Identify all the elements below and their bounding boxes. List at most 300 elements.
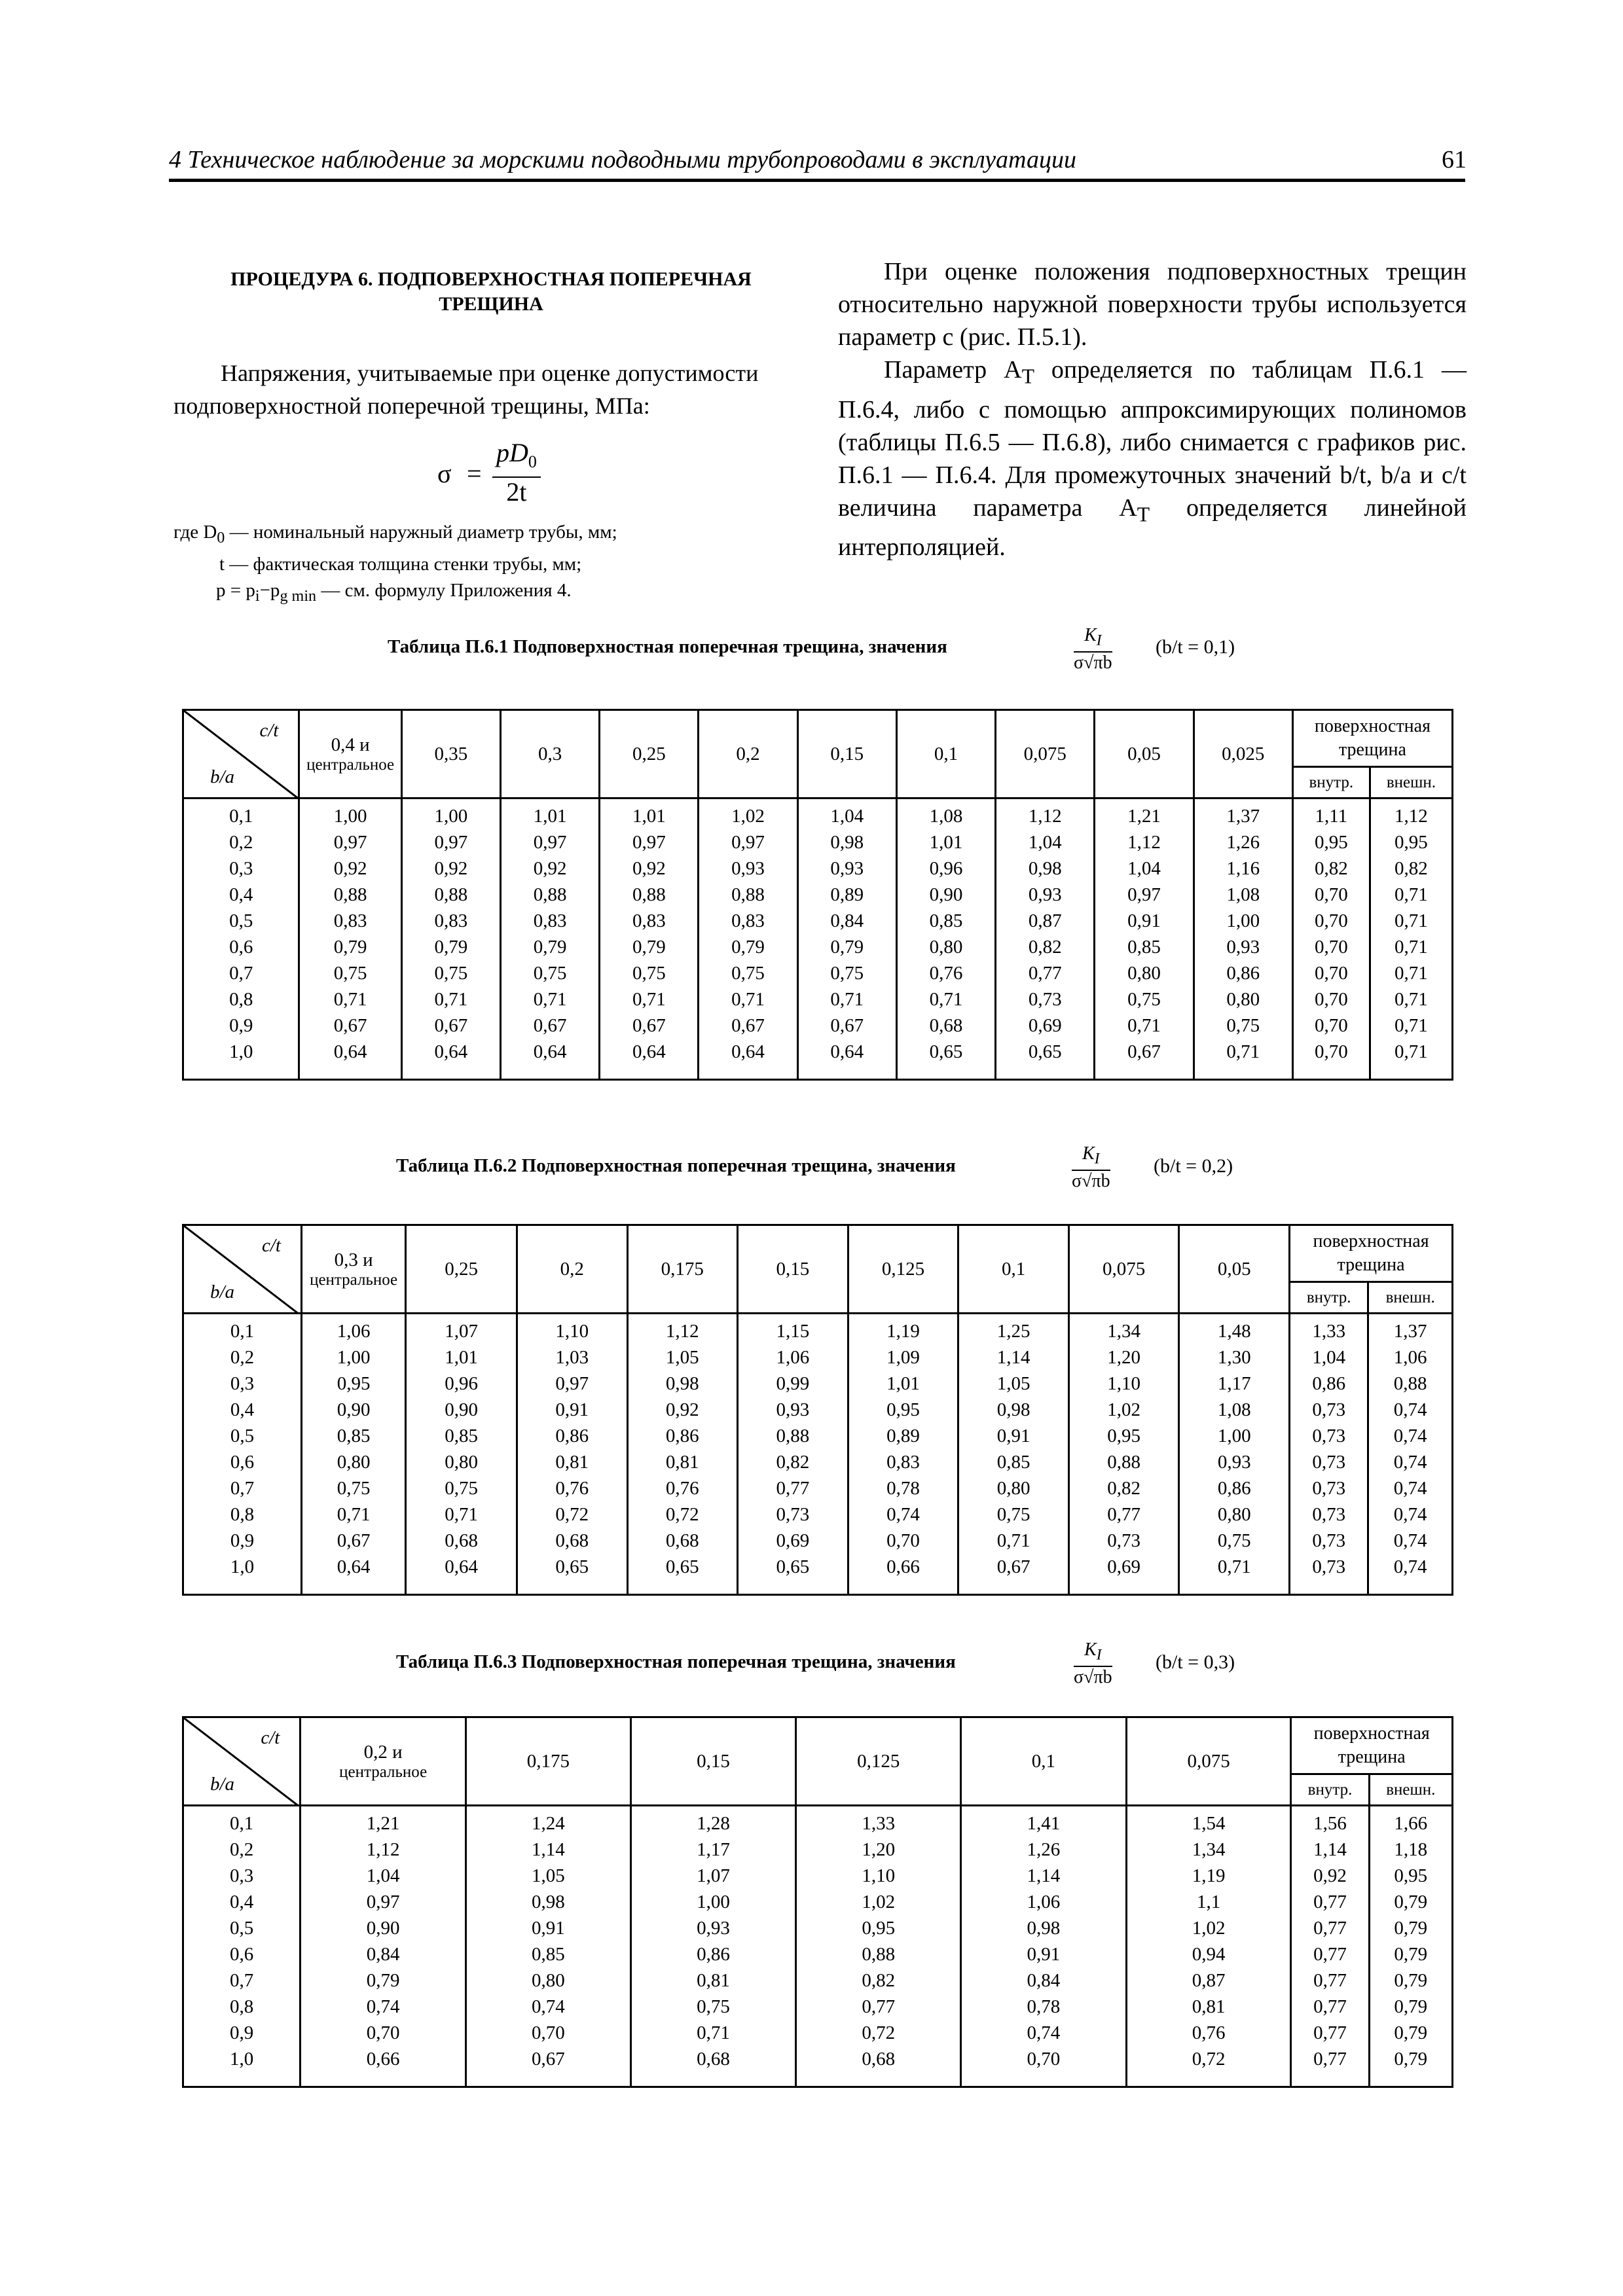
table-cell-value: 0,73: [1028, 989, 1062, 1010]
table-cell-value: 0,69: [776, 1530, 810, 1551]
column-head-inner: внутр.: [1292, 767, 1370, 798]
table-cell-value: 1,1: [1196, 1892, 1221, 1912]
table-cell-value: 0,85: [996, 1452, 1030, 1473]
column-head-inner: внутр.: [1290, 1282, 1368, 1314]
column-head: 0,15: [630, 1717, 796, 1806]
table-cell-value: 0,71: [1395, 989, 1428, 1010]
table-cell-value: 0,87: [1028, 910, 1062, 931]
table-cell-value: 0,70: [1314, 937, 1348, 958]
table-cell-value: 0,92: [665, 1399, 699, 1420]
table-cell-value: 0,77: [1107, 1504, 1141, 1525]
table-cell-value: 1,04: [1127, 858, 1161, 879]
table-cell-value: 0,77: [1313, 2022, 1347, 2043]
table-cell-value: 0,73: [1312, 1426, 1346, 1446]
table-cell-value: 1,34: [1192, 1839, 1226, 1860]
table-cell-value: 0,83: [632, 910, 666, 931]
table-cell-value: 0,78: [886, 1478, 920, 1499]
table-cell-value: 1,12: [366, 1839, 400, 1860]
table-cell-value: 0,93: [731, 858, 765, 879]
table-cell-value: 0,83: [333, 910, 367, 931]
formula-definitions: [173, 519, 617, 609]
table-cell-value: 1,01: [929, 832, 963, 853]
table-cell-value: 0,68: [445, 1530, 478, 1551]
table-cell-value: 0,67: [731, 1015, 765, 1036]
table-cell-value: 0,92: [333, 858, 367, 879]
value-column: [1370, 798, 1452, 1080]
value-column: [1368, 1314, 1453, 1595]
table-cell-value: 0,70: [531, 2022, 565, 2043]
table-cell-value: 1,28: [697, 1813, 730, 1834]
table-cell-value: 1,04: [1312, 1347, 1346, 1368]
column-head: 0,1: [896, 710, 995, 798]
table-cell-value: 0,67: [434, 1015, 468, 1036]
table-cell-value: 0,91: [531, 1918, 565, 1939]
table-cell-value: 0,86: [555, 1426, 589, 1446]
table-cell-value: 0,97: [731, 832, 765, 853]
table-cell-value: 0,77: [1313, 1970, 1347, 1991]
table-cell-value: 0,80: [996, 1478, 1030, 1499]
table-cell-value: 1,12: [1127, 832, 1161, 853]
corner-label-ba: b/a: [210, 1774, 235, 1795]
table-cell-value: 0,97: [533, 832, 567, 853]
table-cell-value: 1,02: [731, 806, 765, 827]
table-cell-value: 1,30: [1217, 1347, 1251, 1368]
table-cell-value: 0,85: [1127, 937, 1161, 958]
table-cell-value: 0,74: [1027, 2022, 1061, 2043]
page-number: 61: [1442, 146, 1467, 173]
corner-label-ct: c/t: [259, 720, 279, 741]
table-cell-value: 0,75: [632, 963, 666, 984]
table-cell-value: 0,64: [632, 1041, 666, 1062]
value-column: [1291, 1806, 1369, 2087]
table-cell-value: 1,00: [337, 1347, 371, 1368]
table2-bt: (b/t = 0,2): [1154, 1155, 1233, 1177]
table-cell-value: 0,71: [697, 2022, 730, 2043]
ba-value: 1,0: [230, 1556, 255, 1577]
table-cell-value: 0,75: [533, 963, 567, 984]
table-cell-value: 0,77: [776, 1478, 810, 1499]
table-cell-value: 0,71: [1395, 1015, 1428, 1036]
definition-d0: где $D_0$ — номинальный наружный диаметр трубы, мм;: [173, 522, 617, 547]
table-cell-value: 1,17: [1217, 1373, 1251, 1394]
table-cell-value: 1,26: [1226, 832, 1260, 853]
table-cell-value: 0,75: [445, 1478, 478, 1499]
table-cell-value: 1,01: [445, 1347, 478, 1368]
table-cell-value: 0,73: [1312, 1452, 1346, 1473]
column-head: 0,125: [796, 1717, 961, 1806]
table-cell-value: 0,79: [333, 937, 367, 958]
table-cell-value: 0,86: [665, 1426, 699, 1446]
table-cell-value: 0,64: [830, 1041, 864, 1062]
table-cell-value: 1,04: [1028, 832, 1062, 853]
procedure-title-line1: ПРОЦЕДУРА 6. ПОДПОВЕРХНОСТНАЯ ПОПЕРЕЧНАЯ: [230, 268, 752, 290]
table-cell-value: 0,71: [1395, 937, 1428, 958]
table-cell-value: 1,01: [533, 806, 567, 827]
table-cell-value: 1,06: [337, 1321, 371, 1342]
table-p6-3: [182, 1716, 1453, 2088]
table-cell-value: 0,95: [1395, 832, 1428, 853]
table-corner-cell: [183, 1717, 301, 1806]
ba-value: 0,9: [230, 1530, 255, 1551]
ba-value: 0,9: [229, 1015, 253, 1036]
diagonal-line: [184, 1718, 299, 1806]
table-body-row: [183, 798, 1453, 1080]
table-cell-value: 1,24: [531, 1813, 565, 1834]
formula-sigma: σ: [437, 459, 452, 488]
table-cell-value: 0,70: [886, 1530, 920, 1551]
table-cell-value: 0,77: [1313, 2049, 1347, 2070]
table-cell-value: 0,72: [665, 1504, 699, 1525]
table-cell-value: 0,75: [1127, 989, 1161, 1010]
value-column: [699, 798, 797, 1080]
diagonal-line: [184, 711, 299, 799]
table-cell-value: 0,83: [434, 910, 468, 931]
table-cell-value: 0,68: [697, 2049, 730, 2070]
table-cell-value: 0,77: [1313, 1996, 1347, 2017]
table-cell-value: 0,92: [1313, 1865, 1347, 1886]
table-cell-value: 0,73: [776, 1504, 810, 1525]
table3-caption: Таблица П.6.3 Подповерхностная поперечная трещина, значения: [396, 1651, 956, 1672]
table-cell-value: 0,71: [830, 989, 864, 1010]
table3-caption-fraction: $\frac{K_I}{\sigma√\pi b}$: [1074, 1640, 1112, 1687]
table-cell-value: 0,91: [555, 1399, 589, 1420]
ba-column: [183, 798, 299, 1080]
table-cell-value: 0,98: [1028, 858, 1062, 879]
ba-value: 0,5: [229, 910, 253, 931]
table-cell-value: 0,88: [333, 884, 367, 905]
table-cell-value: 0,95: [1107, 1426, 1141, 1446]
table-cell-value: 0,92: [632, 858, 666, 879]
table-corner-cell: [183, 710, 299, 798]
table-cell-value: 0,71: [1395, 963, 1428, 984]
value-column: [796, 1806, 961, 2087]
table-cell-value: 1,00: [333, 806, 367, 827]
ba-value: 0,5: [230, 1426, 255, 1446]
value-column: [1068, 1314, 1179, 1595]
value-column: [996, 798, 1095, 1080]
table1-bt: (b/t = 0,1): [1156, 636, 1235, 658]
table-cell-value: 1,02: [1107, 1399, 1141, 1420]
table-cell-value: 1,08: [1217, 1399, 1251, 1420]
table-cell-value: 0,79: [1394, 1970, 1428, 1991]
table2-caption: Таблица П.6.2 Подповерхностная поперечная трещина, значения: [396, 1155, 956, 1176]
table-cell-value: 1,14: [1027, 1865, 1061, 1886]
table-cell-value: 0,70: [1314, 963, 1348, 984]
table-cell-value: 0,64: [337, 1556, 371, 1577]
table-cell-value: 0,82: [1028, 937, 1062, 958]
value-column: [406, 1314, 517, 1595]
table-cell-value: 0,71: [1395, 910, 1428, 931]
table-cell-value: 0,68: [555, 1530, 589, 1551]
table-cell-value: 0,91: [1127, 910, 1161, 931]
table-cell-value: 0,80: [1127, 963, 1161, 984]
table-corner-cell: [183, 1225, 302, 1314]
table-cell-value: 0,95: [886, 1399, 920, 1420]
table-cell-value: 0,76: [555, 1478, 589, 1499]
table-cell-value: 1,56: [1313, 1813, 1347, 1834]
table-cell-value: 1,08: [929, 806, 963, 827]
corner-label-ct: c/t: [261, 1235, 281, 1256]
table-cell-value: 0,70: [1314, 1015, 1348, 1036]
table-cell-value: 0,91: [996, 1426, 1030, 1446]
table-cell-value: 0,71: [1127, 1015, 1161, 1036]
table-cell-value: 0,82: [1314, 858, 1348, 879]
ba-value: 0,2: [230, 1839, 254, 1860]
table-cell-value: 1,25: [996, 1321, 1030, 1342]
value-column: [958, 1314, 1069, 1595]
ba-value: 0,3: [229, 858, 253, 879]
table-cell-value: 0,95: [862, 1918, 896, 1939]
column-head: 0,175: [627, 1225, 738, 1314]
table-cell-value: 0,97: [555, 1373, 589, 1394]
table-cell-value: 1,54: [1192, 1813, 1226, 1834]
table-cell-value: 0,73: [1312, 1556, 1346, 1577]
ba-value: 0,8: [229, 989, 253, 1010]
table-cell-value: 0,85: [337, 1426, 371, 1446]
table-cell-value: 1,07: [697, 1865, 730, 1886]
table-cell-value: 0,94: [1192, 1944, 1226, 1965]
table-cell-value: 0,79: [533, 937, 567, 958]
table-cell-value: 0,88: [776, 1426, 810, 1446]
table-cell-value: 1,11: [1315, 806, 1348, 827]
column-head-central-label: центральное: [310, 1270, 398, 1289]
table-cell-value: 1,06: [1393, 1347, 1427, 1368]
table-cell-value: 1,01: [886, 1373, 920, 1394]
table-cell-value: 0,93: [1226, 937, 1260, 958]
table-cell-value: 1,20: [862, 1839, 896, 1860]
table-cell-value: 0,74: [1393, 1426, 1427, 1446]
table-cell-value: 0,95: [1314, 832, 1348, 853]
column-head-value: 0,4 и: [331, 734, 370, 755]
table-cell-value: 0,97: [434, 832, 468, 853]
table-cell-value: 0,85: [531, 1944, 565, 1965]
table-cell-value: 0,98: [531, 1892, 565, 1912]
ba-value: 0,4: [230, 1399, 255, 1420]
table-cell-value: 0,97: [366, 1892, 400, 1912]
right-paragraph-1: При оценке положения подповерхностных трещин относительно наружной поверхности трубы используется параметр c (рис. П.5.1).: [838, 258, 1467, 351]
ba-value: 1,0: [230, 2049, 254, 2070]
table-cell-value: 1,12: [1028, 806, 1062, 827]
ba-value: 0,5: [230, 1918, 254, 1939]
table-cell-value: 0,74: [1393, 1556, 1427, 1577]
table-cell-value: 0,70: [1314, 1041, 1348, 1062]
table-cell-value: 0,65: [1028, 1041, 1062, 1062]
column-head: 0,075: [1068, 1225, 1179, 1314]
ba-value: 0,9: [230, 2022, 254, 2043]
value-column: [1290, 1314, 1368, 1595]
table-cell-value: 0,79: [731, 937, 765, 958]
table-cell-value: 0,77: [862, 1996, 896, 2017]
table-cell-value: 0,68: [862, 2049, 896, 2070]
value-column: [896, 798, 995, 1080]
table-cell-value: 0,71: [1395, 1041, 1428, 1062]
table-cell-value: 0,83: [886, 1452, 920, 1473]
table-cell-value: 0,83: [533, 910, 567, 931]
table-cell-value: 0,65: [665, 1556, 699, 1577]
table-cell-value: 1,00: [1226, 910, 1260, 931]
ba-value: 1,0: [229, 1041, 253, 1062]
table-cell-value: 1,15: [776, 1321, 810, 1342]
formula-equals: =: [467, 459, 482, 488]
table-cell-value: 0,92: [533, 858, 567, 879]
table-cell-value: 1,00: [1217, 1426, 1251, 1446]
ba-column: [183, 1806, 301, 2087]
table-cell-value: 0,85: [445, 1426, 478, 1446]
table-cell-value: 0,67: [333, 1015, 367, 1036]
table-cell-value: 1,21: [366, 1813, 400, 1834]
running-header-title: 4 Техническое наблюдение за морскими подводными трубопроводами в эксплуатации: [169, 146, 1076, 173]
table-cell-value: 0,97: [333, 832, 367, 853]
table-cell-value: 1,12: [665, 1321, 699, 1342]
table-cell-value: 1,16: [1226, 858, 1260, 879]
table-cell-value: 0,88: [632, 884, 666, 905]
value-column: [600, 798, 699, 1080]
table-cell-value: 0,79: [632, 937, 666, 958]
table-cell-value: 0,71: [1395, 884, 1428, 905]
column-head: 0,175: [466, 1717, 631, 1806]
table-cell-value: 0,71: [434, 989, 468, 1010]
table-cell-value: 0,65: [776, 1556, 810, 1577]
table-cell-value: 0,67: [531, 2049, 565, 2070]
table-cell-value: 0,93: [1028, 884, 1062, 905]
ba-value: 0,6: [230, 1944, 254, 1965]
table-cell-value: 0,89: [830, 884, 864, 905]
column-head-surface-crack: поверхностная трещина: [1291, 1717, 1453, 1774]
value-column: [517, 1314, 627, 1595]
table-cell-value: 1,02: [862, 1892, 896, 1912]
table-cell-value: 0,90: [929, 884, 963, 905]
value-column: [500, 798, 599, 1080]
table-cell-value: 0,75: [697, 1996, 730, 2017]
table-cell-value: 0,71: [929, 989, 963, 1010]
table-cell-value: 1,05: [996, 1373, 1030, 1394]
table-p6-2: [182, 1224, 1453, 1596]
table-cell-value: 1,37: [1393, 1321, 1427, 1342]
table-cell-value: 0,82: [776, 1452, 810, 1473]
column-head: 0,025: [1194, 710, 1292, 798]
column-head: 0,125: [848, 1225, 958, 1314]
column-head-central: [301, 1717, 466, 1806]
table-cell-value: 0,85: [929, 910, 963, 931]
ba-value: 0,6: [229, 937, 253, 958]
table-cell-value: 0,65: [929, 1041, 963, 1062]
column-head: 0,15: [797, 710, 896, 798]
table-cell-value: 0,74: [1393, 1399, 1427, 1420]
table-cell-value: 0,82: [862, 1970, 896, 1991]
table-cell-value: 0,70: [366, 2022, 400, 2043]
table-cell-value: 0,74: [1393, 1504, 1427, 1525]
table-cell-value: 0,74: [366, 1996, 400, 2017]
column-head: 0,25: [406, 1225, 517, 1314]
value-column: [1179, 1314, 1290, 1595]
table-cell-value: 0,91: [1027, 1944, 1061, 1965]
table-cell-value: 0,73: [1312, 1504, 1346, 1525]
table-cell-value: 1,14: [996, 1347, 1030, 1368]
value-column: [466, 1806, 631, 2087]
table-cell-value: 0,71: [337, 1504, 371, 1525]
table3-bt: (b/t = 0,3): [1156, 1651, 1235, 1673]
table-cell-value: 0,80: [1226, 989, 1260, 1010]
ba-value: 0,7: [229, 963, 253, 984]
column-head: 0,075: [1126, 1717, 1291, 1806]
table-cell-value: 0,64: [445, 1556, 478, 1577]
corner-label-ba: b/a: [210, 766, 235, 787]
table-cell-value: 0,65: [555, 1556, 589, 1577]
table-cell-value: 1,09: [886, 1347, 920, 1368]
procedure-title: [177, 267, 805, 317]
table-cell-value: 0,66: [366, 2049, 400, 2070]
table-cell-value: 0,93: [1217, 1452, 1251, 1473]
table-cell-value: 0,92: [434, 858, 468, 879]
table-cell-value: 0,74: [1393, 1530, 1427, 1551]
table-cell-value: 0,90: [337, 1399, 371, 1420]
corner-label-ct: c/t: [261, 1727, 280, 1748]
table2-caption-fraction: $\frac{K_I}{\sigma√\pi b}$: [1072, 1143, 1110, 1191]
table-cell-value: 0,81: [1192, 1996, 1226, 2017]
column-head-central-label: центральное: [339, 1763, 428, 1781]
table-cell-value: 1,00: [697, 1892, 730, 1912]
table-cell-value: 0,99: [776, 1373, 810, 1394]
table-cell-value: 0,82: [1107, 1478, 1141, 1499]
table-cell-value: 1,14: [531, 1839, 565, 1860]
table-cell-value: 1,48: [1217, 1321, 1251, 1342]
table-cell-value: 1,19: [1192, 1865, 1226, 1886]
table-cell-value: 0,73: [1312, 1530, 1346, 1551]
table-cell-value: 0,75: [333, 963, 367, 984]
table-cell-value: 1,41: [1027, 1813, 1061, 1834]
value-column: [738, 1314, 848, 1595]
value-column: [1095, 798, 1194, 1080]
table-cell-value: 0,69: [1028, 1015, 1062, 1036]
table-cell-value: 0,75: [337, 1478, 371, 1499]
table-cell-value: 1,26: [1027, 1839, 1061, 1860]
table-cell-value: 0,64: [533, 1041, 567, 1062]
table-cell-value: 0,87: [1192, 1970, 1226, 1991]
table-cell-value: 0,98: [996, 1399, 1030, 1420]
column-head: 0,075: [996, 710, 1095, 798]
table-cell-value: 0,76: [1192, 2022, 1226, 2043]
table-cell-value: 0,81: [665, 1452, 699, 1473]
table-cell-value: 0,75: [1226, 1015, 1260, 1036]
column-head-surface-crack: поверхностная трещина: [1292, 710, 1452, 767]
table-cell-value: 0,78: [1027, 1996, 1061, 2017]
table-cell-value: 0,89: [886, 1426, 920, 1446]
table-cell-value: 0,95: [337, 1373, 371, 1394]
table-cell-value: 0,74: [1393, 1478, 1427, 1499]
value-column: [1292, 798, 1370, 1080]
table-cell-value: 0,79: [830, 937, 864, 958]
table-cell-value: 0,98: [830, 832, 864, 853]
table-cell-value: 0,77: [1313, 1918, 1347, 1939]
table-cell-value: 0,69: [1107, 1556, 1141, 1577]
column-head-central-label: центральное: [306, 755, 395, 774]
definition-t: t — фактическая толщина стенки трубы, мм;: [219, 553, 582, 575]
value-column: [301, 1806, 466, 2087]
table-cell-value: 0,95: [1394, 1865, 1428, 1886]
table-cell-value: 0,79: [1394, 1996, 1428, 2017]
table-cell-value: 0,67: [830, 1015, 864, 1036]
value-column: [627, 1314, 738, 1595]
table-cell-value: 0,76: [665, 1478, 699, 1499]
table-cell-value: 1,66: [1394, 1813, 1428, 1834]
table-cell-value: 1,04: [366, 1865, 400, 1886]
intro-line1: Напряжения, учитываемые при оценке допустимости: [221, 360, 759, 386]
definition-p: $p = p_i-p_{g min}$ — см. формулу Приложения 4.: [216, 579, 572, 605]
table-cell-value: 0,71: [533, 989, 567, 1010]
value-column: [299, 798, 401, 1080]
column-head-central: [299, 710, 401, 798]
table-cell-value: 0,98: [1027, 1918, 1061, 1939]
